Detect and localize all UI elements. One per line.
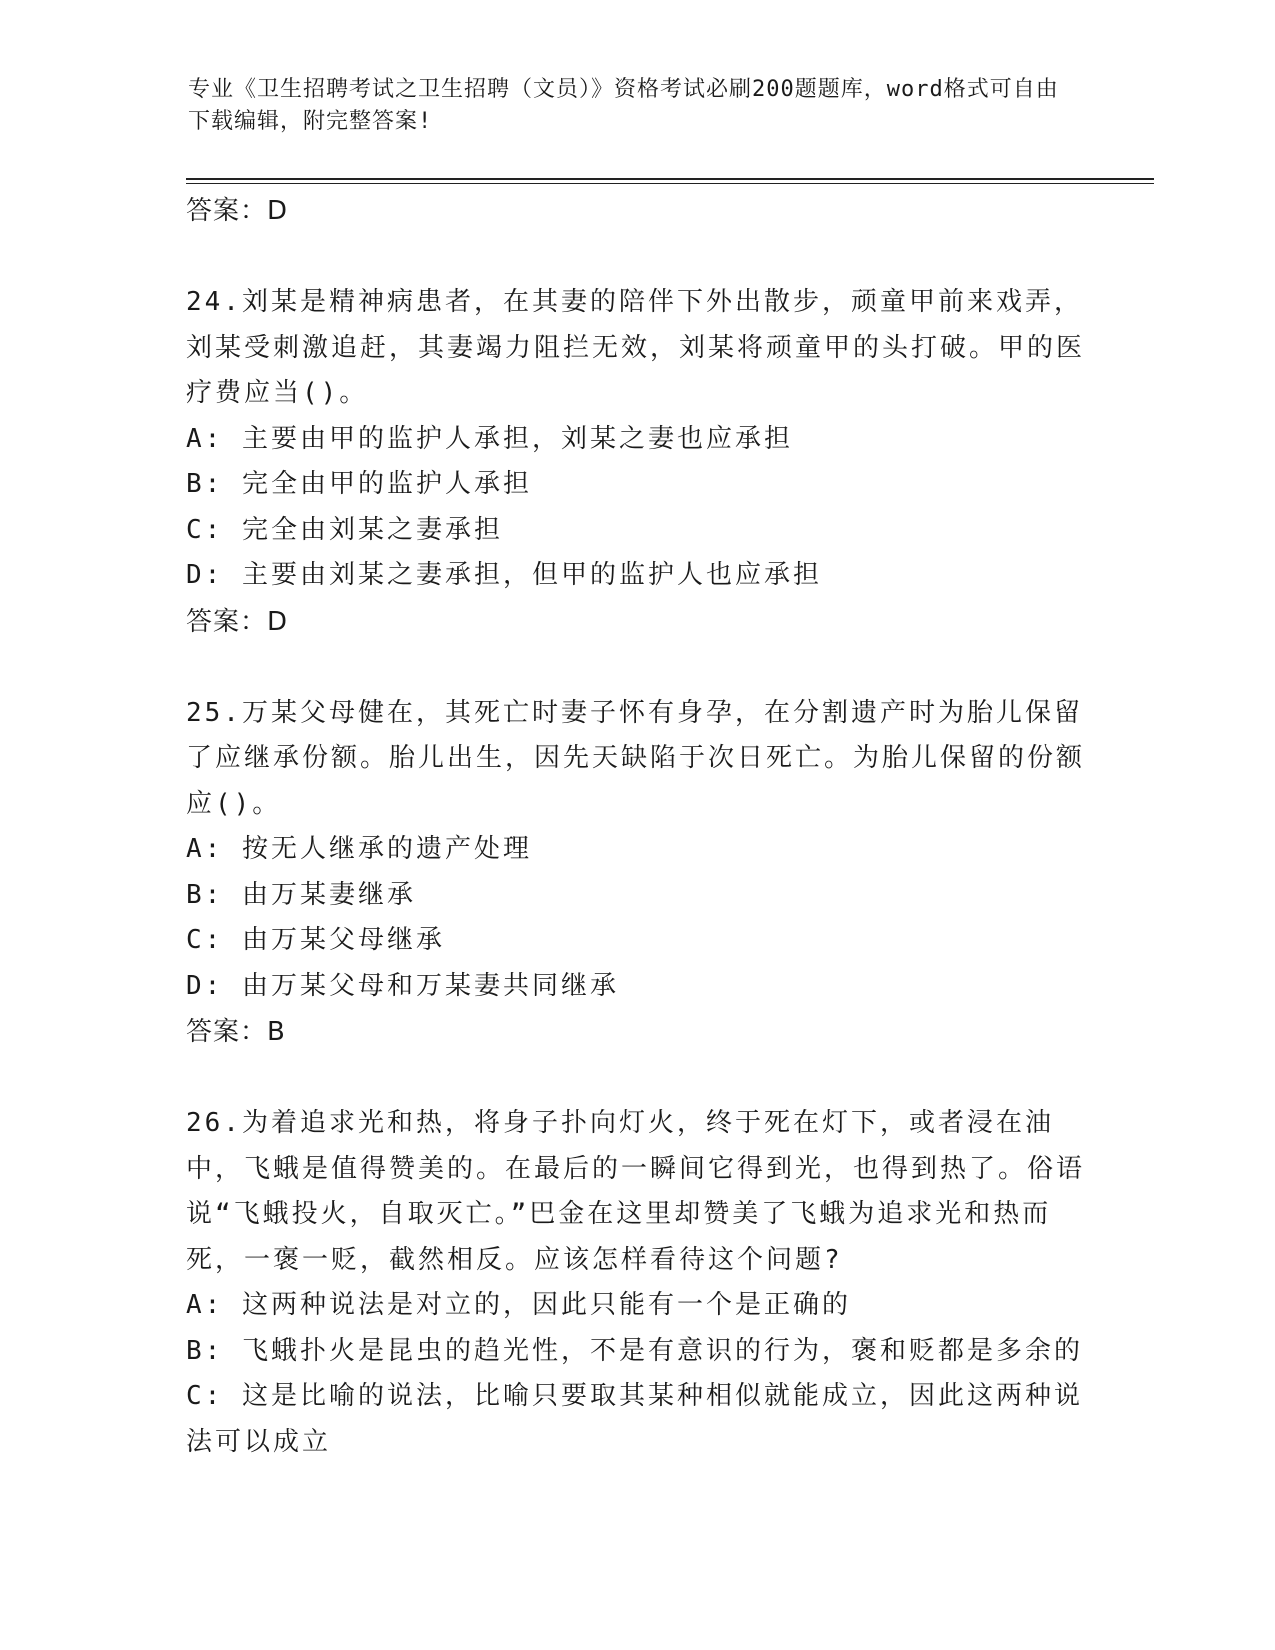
question-24 xyxy=(186,280,1086,645)
question-stem: 25.万某父母健在，其死亡时妻子怀有身孕，在分割遗产时为胎儿保留了应继承份额。胎儿出生，因先天缺陷于次日死亡。为胎儿保留的份额应()。 xyxy=(186,697,1086,819)
header-rule-thin xyxy=(186,183,1154,184)
page-header: 专业《卫生招聘考试之卫生招聘（文员）》资格考试必刷200题题库，word格式可自由下载编辑，附完整答案! xyxy=(188,77,1059,134)
question-stem: 26.为着追求光和热，将身子扑向灯火，终于死在灯下，或者浸在油中，飞蛾是值得赞美的。在最后的一瞬间它得到光，也得到热了。俗语说“飞蛾投火，自取灭亡。”巴金在这里却赞美了飞蛾为追求光和热而死，一褒一贬，截然相反。应该怎样看待这个问题? xyxy=(186,1108,1086,1275)
option-a: A: 这两种说法是对立的，因此只能有一个是正确的 xyxy=(186,1290,851,1320)
option-c: C: 这是比喻的说法，比喻只要取其某种相似就能成立，因此这两种说法可以成立 xyxy=(186,1381,1083,1457)
answer-label: 答案：D xyxy=(186,196,289,226)
option-c: C: 由万某父母继承 xyxy=(186,925,445,955)
question-25 xyxy=(186,691,1086,1056)
option-c: C: 完全由刘某之妻承担 xyxy=(186,514,503,545)
question-stem: 24.刘某是精神病患者，在其妻的陪伴下外出散步，顽童甲前来戏弄，刘某受刺激追赶，其妻竭力阻拦无效，刘某将顽童甲的头打破。甲的医疗费应当()。 xyxy=(186,287,1086,408)
answer-label: 答案：D xyxy=(186,606,289,637)
option-a: A: 按无人继承的遗产处理 xyxy=(186,834,532,864)
option-d: D: 由万某父母和万某妻共同继承 xyxy=(186,970,619,1001)
header-rule-thick xyxy=(186,178,1154,180)
option-d: D: 主要由刘某之妻承担，但甲的监护人也应承担 xyxy=(186,560,822,590)
question-26 xyxy=(186,1101,1086,1465)
option-b: B: 飞蛾扑火是昆虫的趋光性，不是有意识的行为，褒和贬都是多余的 xyxy=(186,1335,1083,1366)
option-a: A: 主要由甲的监护人承担，刘某之妻也应承担 xyxy=(186,423,793,454)
answer-label: 答案：B xyxy=(186,1017,286,1047)
option-b: B: 完全由甲的监护人承担 xyxy=(186,469,532,499)
question-list xyxy=(186,188,1086,1465)
option-b: B: 由万某妻继承 xyxy=(186,879,416,910)
